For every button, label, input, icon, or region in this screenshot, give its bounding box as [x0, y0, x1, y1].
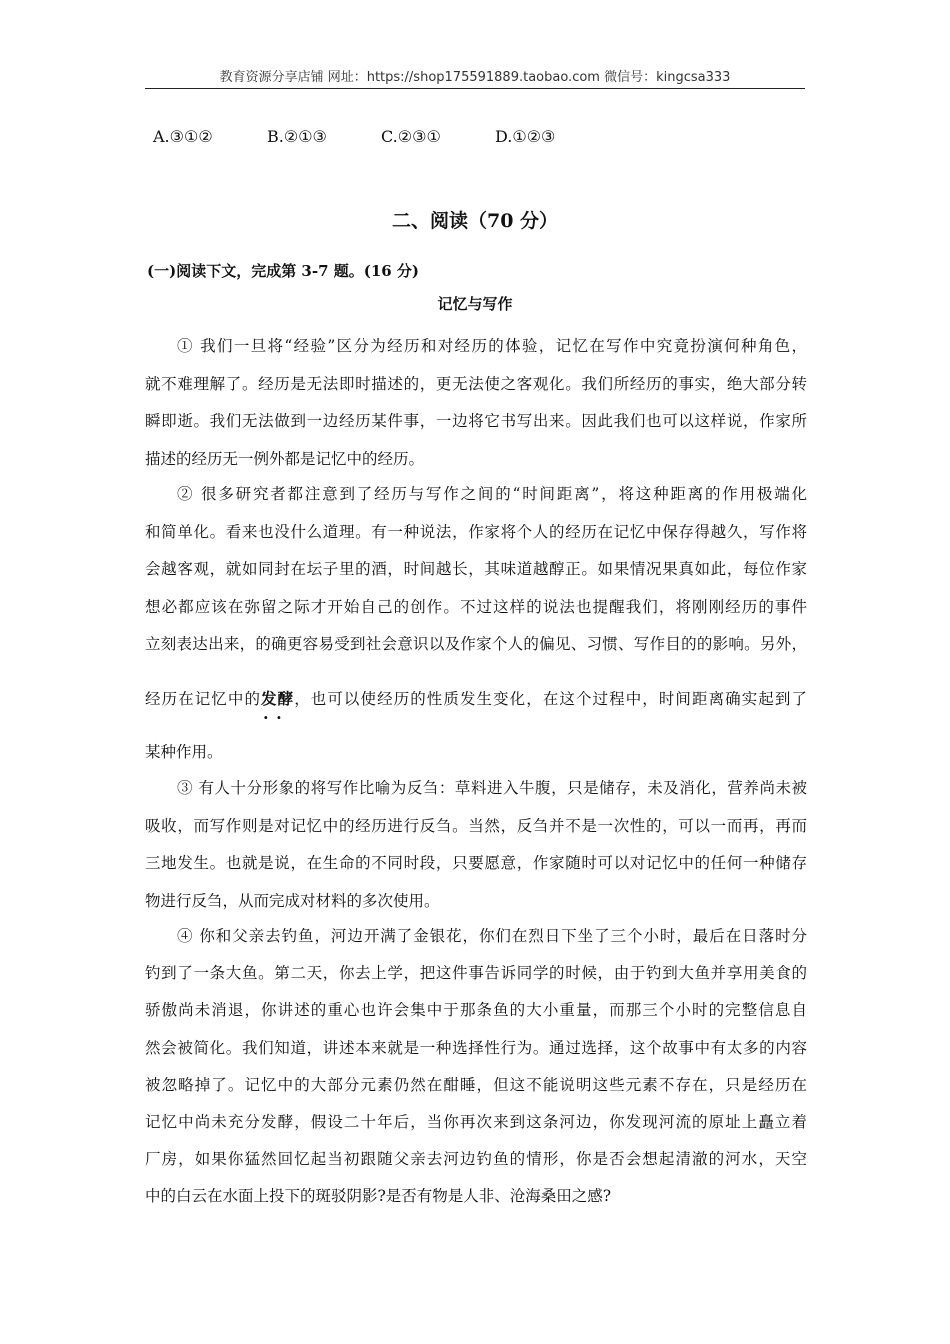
- paragraph-line: 骄傲尚未消退，你讲述的重心也许会集中于那条鱼的大小重量，而那三个小时的完整信息自: [145, 1001, 807, 1020]
- paragraph-line: 记忆中尚未充分发酵，假设二十年后，当你再次来到这条河边，你发现河流的原址上矗立着: [145, 1113, 807, 1132]
- text-before-emphasis: 经历在记忆中的: [145, 690, 262, 708]
- paragraph-line: 三地发生。也就是说，在生命的不同时段，只要愿意，作家随时可以对记忆中的任何一种储存: [145, 854, 807, 872]
- paragraph-line: 然会被简化。我们知道，讲述本来就是一种选择性行为。通过选择，这个故事中有太多的内容: [145, 1038, 807, 1057]
- paragraph-line: 就不难理解了。经历是无法即时描述的，更无法使之客观化。我们所经历的事实，绝大部分转: [145, 374, 807, 393]
- page-header: 教育资源分享店铺 网址：https://shop175591889.taobao.com 微信号：kingcsa333: [145, 66, 805, 89]
- emphasized-word: 发酵 · ·: [261, 689, 294, 708]
- choice-a: A.③①②: [153, 127, 213, 146]
- paragraph-line: 物进行反刍，从而完成对材料的多次使用。: [145, 891, 440, 910]
- section-title: 二、阅读（70 分）: [391, 210, 559, 232]
- paragraph-line: 钓到了一条大鱼。第二天，你去上学，把这件事告诉同学的时候，由于钓到大鱼并享用美食的: [145, 964, 807, 983]
- paragraph-line: 和简单化。看来也没什么道理。有一种说法，作家将个人的经历在记忆中保存得越久，写作将: [145, 522, 807, 541]
- paragraph-line: 某种作用。: [145, 743, 223, 761]
- choice-d: D.①②③: [495, 127, 556, 146]
- paragraph-line: ② 很多研究者都注意到了经历与写作之间的“时间距离”，将这种距离的作用极端化: [177, 485, 807, 503]
- paragraph-3: [145, 770, 807, 920]
- paragraph-line: 瞬即逝。我们无法做到一边经历某件事，一边将它书写出来。因此我们也可以这样说，作家所: [145, 412, 807, 430]
- choice-b: B.②①③: [267, 127, 327, 146]
- paragraph-4: [145, 918, 807, 1216]
- text-after-emphasis: ，也可以使经历的性质发生变化，在这个过程中，时间距离确实起到了: [294, 690, 807, 708]
- paragraph-line: 会越客观，就如同封在坛子里的酒，时间越长，其味道越醇正。如果情况果真如此，每位作家: [145, 560, 807, 578]
- paragraph-line: ③ 有人十分形象的将写作比喻为反刍：草料进入牛腹，只是储存，未及消化，营养尚未被: [177, 779, 807, 797]
- paragraph-line: 中的白云在水面上投下的斑驳阴影?是否有物是人非、沧海桑田之感?: [145, 1187, 612, 1206]
- article-title: 记忆与写作: [437, 295, 513, 313]
- paragraph-line: 描述的经历无一例外都是记忆中的经历。: [145, 449, 425, 468]
- answer-choices: [153, 127, 609, 146]
- paragraph-2-line-6: [145, 684, 807, 714]
- choice-c: C.②③①: [381, 127, 441, 146]
- question-instruction: (一)阅读下文，完成第 3-7 题。(16 分): [147, 262, 420, 280]
- paragraph-line: 想必都应该在弥留之际才开始自己的创作。不过这样的说法也提醒我们，将刚刚经历的事件: [145, 597, 807, 616]
- paragraph-line: 立刻表达出来，的确更容易受到社会意识以及作家个人的偏见、习惯、写作目的的影响。另外，: [145, 635, 807, 653]
- paragraph-line: 被忽略掉了。记忆中的大部分元素仍然在酣睡，但这不能说明这些元素不存在，只是经历在: [145, 1075, 807, 1094]
- paragraph-line: ④ 你和父亲去钓鱼，河边开满了金银花，你们在烈日下坐了三个小时，最后在日落时分: [177, 927, 807, 945]
- paragraph-2: [145, 476, 807, 664]
- paragraph-line: ① 我们一旦将“经验”区分为经历和对经历的体验，记忆在写作中究竟扮演何种角色，: [177, 337, 807, 355]
- paragraph-1: [145, 328, 807, 478]
- paragraph-line: 厂房，如果你猛然回忆起当初跟随父亲去河边钓鱼的情形，你是否会想起清澈的河水，天空: [145, 1150, 807, 1169]
- paragraph-2-line-7: [145, 737, 807, 767]
- paragraph-line: 吸收，而写作则是对记忆中的经历进行反刍。当然，反刍并不是一次性的，可以一而再，再而: [145, 816, 807, 835]
